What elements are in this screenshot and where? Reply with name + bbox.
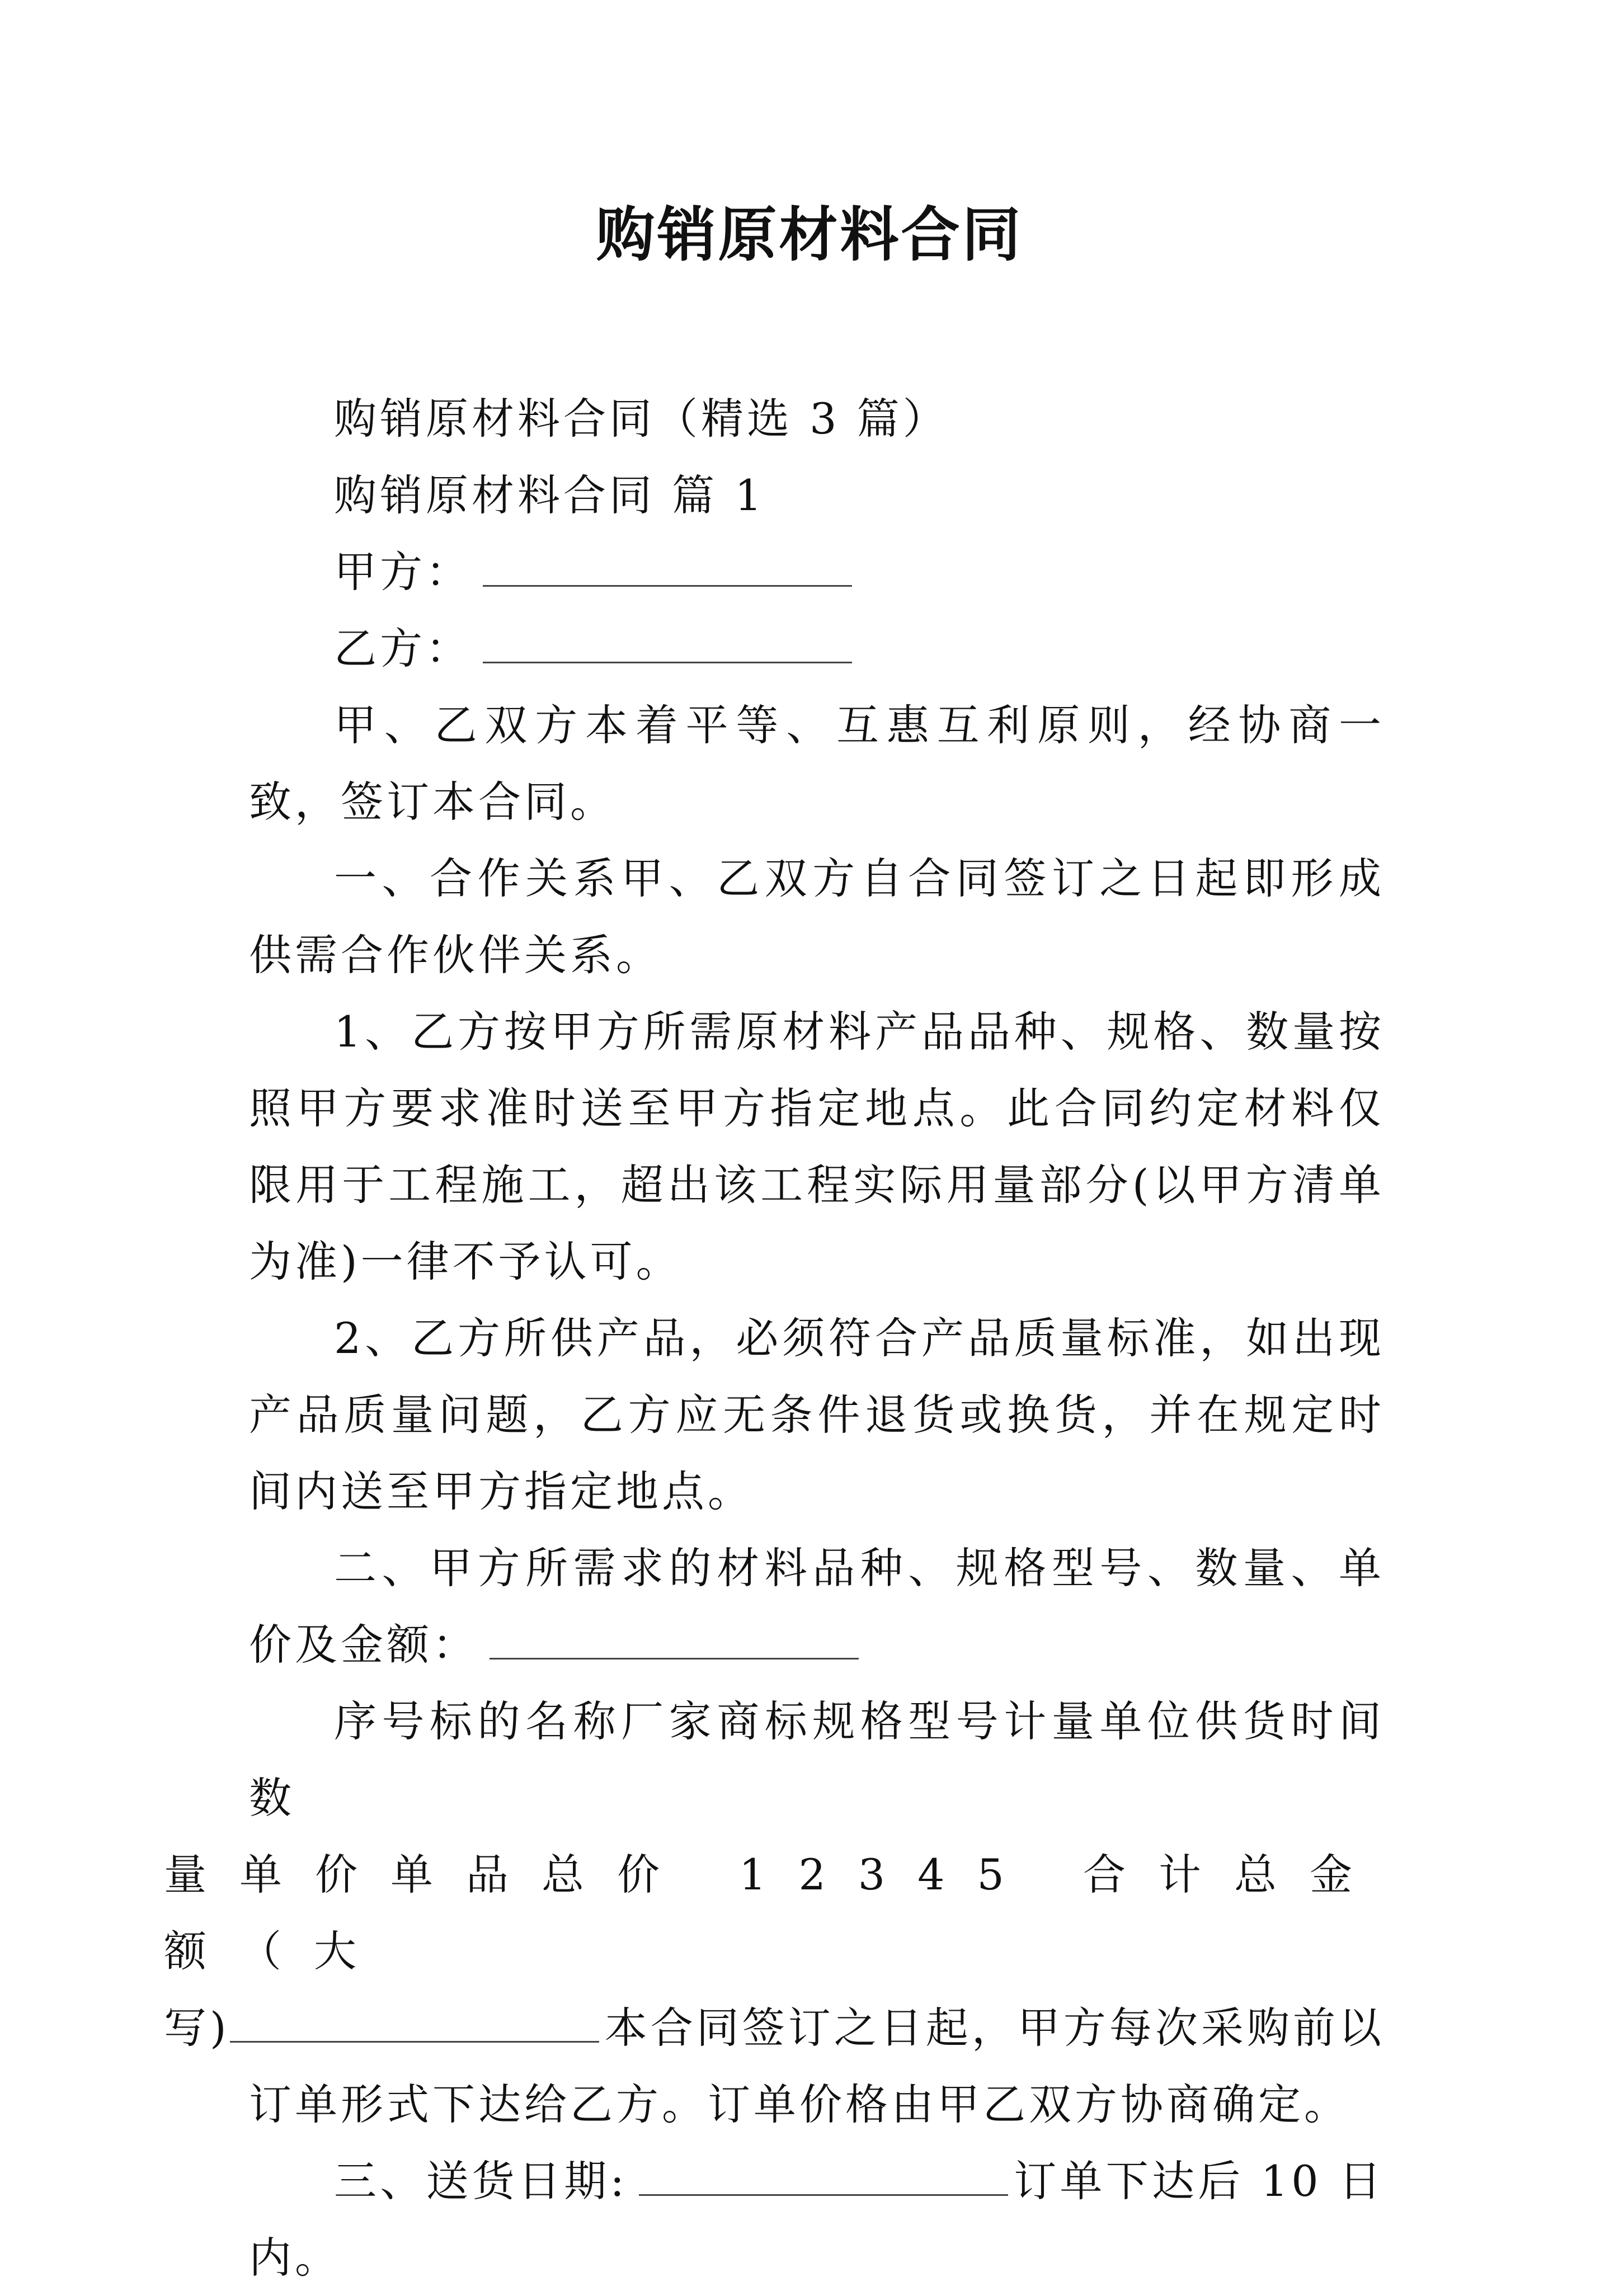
document-body xyxy=(164,380,1385,2296)
table-line-3-suffix: 本合同签订之日起，甲方每次采购前以订单形式下达给乙方。订单价格由甲乙双方协商确定。 xyxy=(249,2003,1385,2129)
clause-3 xyxy=(249,2143,1385,2296)
clause-3-suffix: 订单下达后 10 日内。 xyxy=(249,2156,1385,2283)
clause-2-table-text xyxy=(164,1683,1385,2143)
clause-1-1: 1、乙方按甲方所需原材料产品品种、规格、数量按照甲方要求准时送至甲方指定地点。此合同约定材料仅限用于工程施工，超出该工程实际用量部分(以甲方清单为准)一律不予认可。 xyxy=(249,1007,1385,1286)
party-a-label: 甲方： xyxy=(334,547,472,597)
party-b-label: 乙方： xyxy=(334,624,472,673)
clause-1-2: 2、乙方所供产品，必须符合产品质量标准，如出现产品质量问题，乙方应无条件退货或换货，并在规定时间内送至甲方指定地点。 xyxy=(249,1313,1385,1516)
amount-blank xyxy=(490,1624,859,1659)
clause-3-text: 三、送货日期: xyxy=(334,2156,628,2206)
clause-2 xyxy=(249,1530,1385,1683)
table-line-3-prefix: 写) xyxy=(164,2003,230,2053)
delivery-date-blank xyxy=(639,2161,1008,2196)
document-title: 购销原材料合同 xyxy=(596,201,1023,269)
table-line-2: 量单价单品总价 12345 合计总金额（大 xyxy=(164,1850,1385,1976)
party-b-blank xyxy=(483,628,852,663)
party-a-line xyxy=(249,534,1385,610)
party-a-blank xyxy=(483,551,852,587)
clause-2-text: 二、甲方所需求的材料品种、规格型号、数量、单价及金额： xyxy=(249,1543,1385,1670)
clause-1: 一、合作关系甲、乙双方自合同签订之日起即形成供需合作伙伴关系。 xyxy=(249,854,1385,980)
intro-paragraph: 甲、乙双方本着平等、互惠互利原则，经协商一致，签订本合同。 xyxy=(249,700,1385,827)
subtitle: 购销原材料合同（精选 3 篇） xyxy=(334,394,949,444)
total-amount-blank xyxy=(230,2007,599,2043)
party-b-line xyxy=(249,610,1385,687)
table-line-1: 序号标的名称厂家商标规格型号计量单位供货时间数 xyxy=(249,1696,1385,1823)
section-heading: 购销原材料合同 篇 1 xyxy=(334,470,765,520)
